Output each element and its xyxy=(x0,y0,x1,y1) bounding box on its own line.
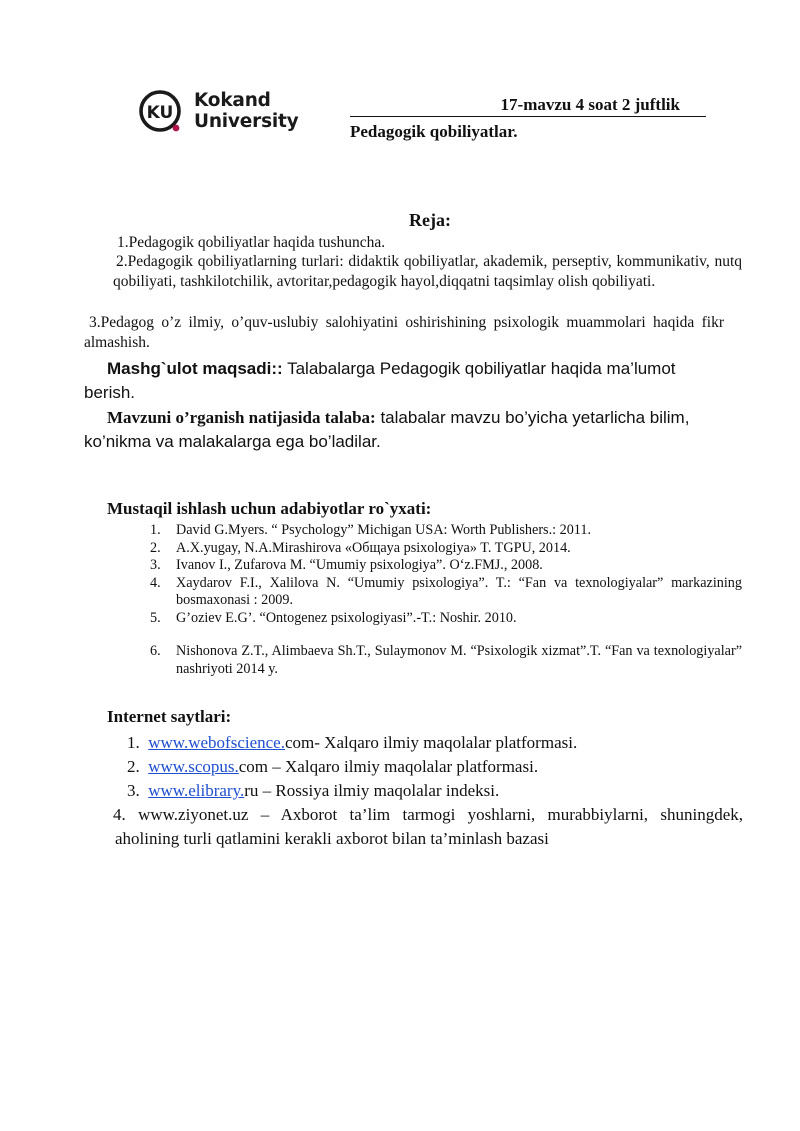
internet-heading: Internet saytlari: xyxy=(107,707,232,726)
logo-line-2: University xyxy=(194,111,299,132)
site-item xyxy=(127,779,743,803)
site-description: com – Xalqaro ilmiy maqolalar platformasi. xyxy=(238,757,539,776)
site-number: 2. xyxy=(127,757,140,776)
site-link[interactable]: www.scopus. xyxy=(148,757,239,776)
literature-list xyxy=(150,522,742,678)
site-item xyxy=(115,803,743,851)
site-number: 3. xyxy=(127,781,140,800)
literature-item xyxy=(150,643,742,678)
plan-heading: Reja: xyxy=(409,210,451,230)
item-number: 4. xyxy=(150,574,161,591)
item-text: Xaydarov F.I., Xalilova N. “Umumiy psixologiya”. T.: “Fan va texnologiyalar” markazining bosmaxonasi : 2009. xyxy=(176,574,742,608)
logo-wordmark xyxy=(194,90,299,132)
literature-item xyxy=(150,610,742,628)
lesson-goal xyxy=(84,357,724,405)
goal-label-colon: : xyxy=(277,359,283,378)
literature-item xyxy=(150,522,742,540)
ku-emblem-icon xyxy=(138,88,188,138)
goal-text: Talabalarga Pedagogik qobiliyatlar haqida ma’lumot berish. xyxy=(84,359,676,402)
outcome-label: Mavzuni o’rganish natijasida talaba: xyxy=(107,408,376,427)
internet-sites-list xyxy=(113,731,744,851)
literature-item xyxy=(150,557,742,575)
topic-header-line xyxy=(350,95,706,117)
literature-item xyxy=(150,540,742,558)
plan-item-1: 1.Pedagogik qobiliyatlar haqida tushuncha. xyxy=(117,234,386,251)
logo-line-1: Kokand xyxy=(194,90,271,111)
site-item xyxy=(127,755,743,779)
item-number: 6. xyxy=(150,643,161,659)
item-text: Nishonova Z.T., Alimbaeva Sh.T., Sulaymonov M. “Psixologik xizmat”.T. “Fan va texnologiyalar” nashriyoti 2014 y. xyxy=(176,643,742,677)
site-link[interactable]: www.webofscience. xyxy=(148,733,285,752)
goal-label: Mashg`ulot maqsadi: xyxy=(107,359,278,378)
site-description: com- Xalqaro ilmiy maqolalar platformasi. xyxy=(284,733,578,752)
university-logo xyxy=(138,88,308,138)
site-number: 1. xyxy=(127,733,140,752)
logo-mark: KU xyxy=(146,103,174,123)
plan-item-3: 3.Pedagog o’z ilmiy, o’quv-uslubiy salohiyatini oshirishining psixologik muammolari haqida fikr almashish. xyxy=(84,314,724,351)
item-text: David G.Myers. “ Psychology” Michigan USA: Worth Publishers.: 2011. xyxy=(176,522,591,538)
site-item xyxy=(127,731,743,755)
site-link[interactable]: www.elibrary. xyxy=(148,781,245,800)
site-number: 4. xyxy=(113,805,126,824)
topic-title: Pedagogik qobiliyatlar. xyxy=(350,122,518,141)
item-number: 3. xyxy=(150,557,161,573)
literature-heading: Mustaqil ishlash uchun adabiyotlar ro`yxati: xyxy=(107,499,432,518)
item-text: G’oziev E.G’. “Ontogenez psixologiyasi”.-T.: Noshir. 2010. xyxy=(176,609,517,626)
learning-outcome xyxy=(84,406,732,454)
item-number: 1. xyxy=(150,522,161,538)
item-text: Ivanov I., Zufarova M. “Umumiy psixologiya”. O‘z.FMJ., 2008. xyxy=(176,557,543,573)
outcome-text: talabalar mavzu bo’yicha yetarlicha bilim, ko’nikma va malakalarga ega bo’ladilar. xyxy=(84,408,690,451)
topic-number: 17-mavzu 4 soat 2 juftlik xyxy=(500,95,680,114)
item-text: A.X.yugay, N.A.Mirashirova «Oбщaya psixologiya» T. TGPU, 2014. xyxy=(176,539,571,556)
logo-dot-icon xyxy=(173,125,180,132)
item-number: 2. xyxy=(150,539,161,556)
site-description: www.ziyonet.uz – Axborot ta’lim tarmogi yoshlarni, murabbiylarni, shuningdek, aholining turli qatlamini kerakli axborot bilan ta’minlash bazasi xyxy=(115,805,744,848)
item-number: 5. xyxy=(150,609,161,626)
literature-item xyxy=(150,575,742,610)
site-description: ru – Rossiya ilmiy maqolalar indeksi. xyxy=(244,781,500,800)
plan-item-2: 2.Pedagogik qobiliyatlarning turlari: didaktik qobiliyatlar, akademik, perseptiv, kommunikativ, nutq qobiliyati, tashkilotchilik, avtoritar,pedagogik hayol,diqqatni taqsimlay olish qobiliyati. xyxy=(113,253,742,290)
